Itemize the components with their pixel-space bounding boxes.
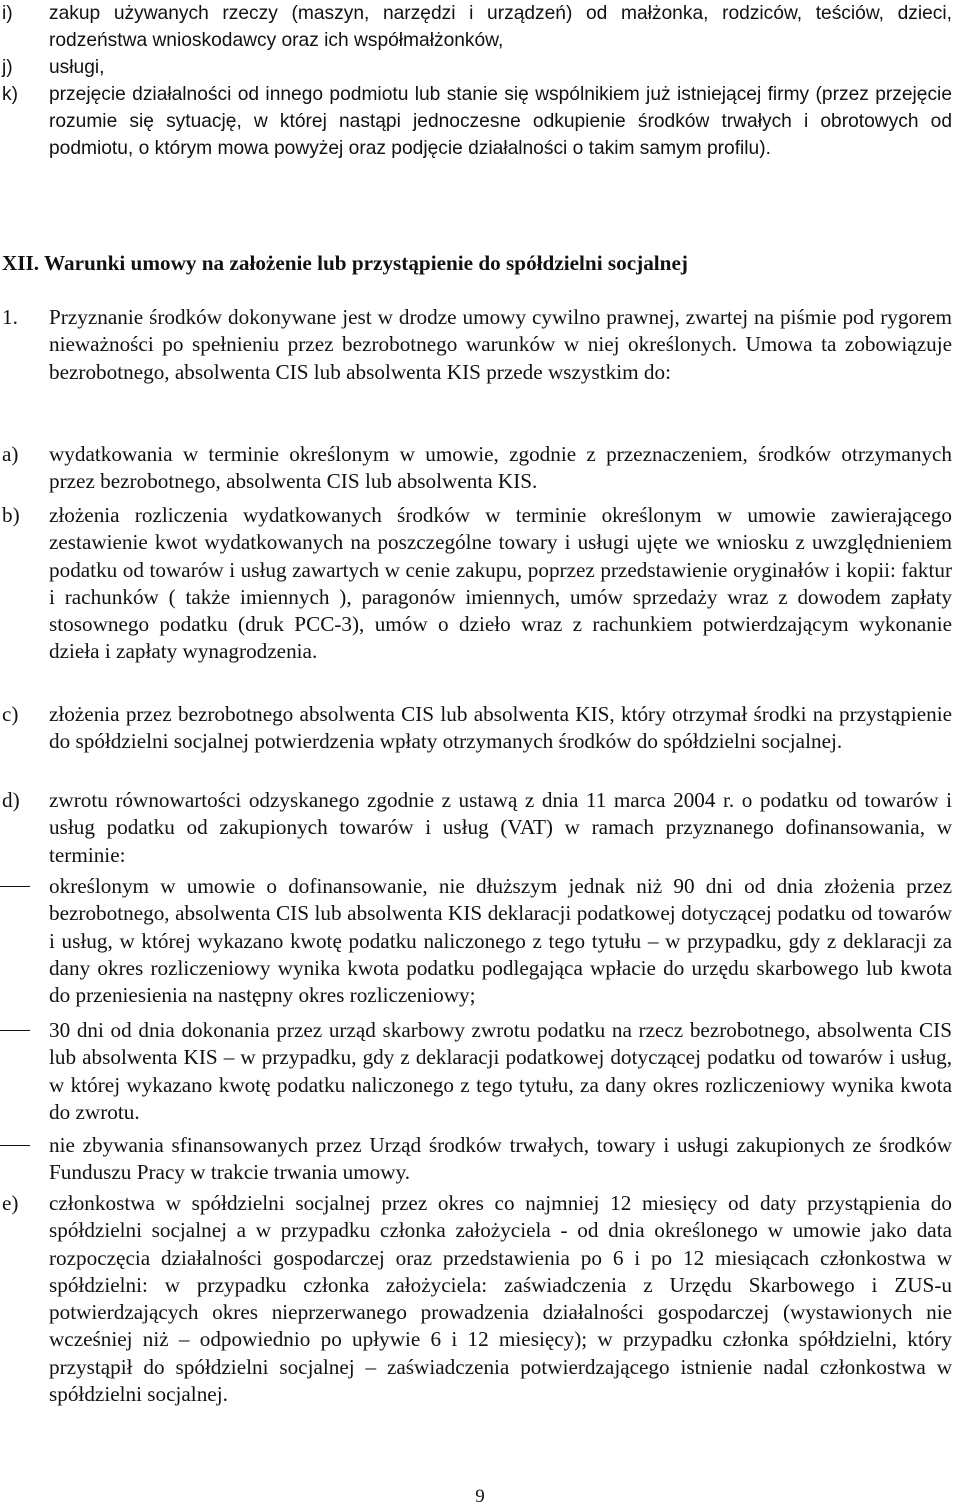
point-1	[0, 304, 952, 386]
dash-item-text: 30 dni od dnia dokonania przez urząd skarbowy zwrotu podatku na rzecz bezrobotnego, absolwenta CIS lub absolwenta KIS – w przypadku, gdy z deklaracji podatkowej dotyczącej podatku od towarów i usług, w której wykazano kwotę podatku naliczonego z tego tytułu, za dany okres rozliczeniowy wynika kwota do zwrotu.	[49, 1018, 952, 1124]
section-heading: XII. Warunki umowy na założenie lub przystąpienie do spółdzielni socjalnej	[2, 251, 688, 275]
list-marker: i)	[2, 3, 13, 24]
list-marker: j)	[2, 57, 13, 78]
list-item-text: usługi,	[49, 57, 105, 78]
list-marker: c)	[2, 702, 19, 726]
point-marker: 1.	[2, 305, 18, 329]
dash-item-3	[0, 1132, 952, 1187]
page-number: 9	[475, 1486, 485, 1507]
list-item-text: wydatkowania w terminie określonym w umowie, zgodnie z przeznaczeniem, środków otrzymanych przez bezrobotnego, absolwenta CIS lub absolwenta KIS.	[49, 442, 952, 494]
dash-bullet-icon	[0, 1145, 30, 1146]
obligation-c	[0, 701, 952, 756]
list-marker: a)	[2, 442, 19, 466]
list-marker: d)	[2, 788, 20, 812]
obligation-d	[0, 787, 952, 869]
list-item-k	[0, 81, 952, 162]
list-marker: e)	[2, 1191, 19, 1215]
obligation-b	[0, 502, 952, 666]
list-item-text: złożenia przez bezrobotnego absolwenta CIS lub absolwenta KIS, który otrzymał środki na przystąpienie do spółdzielni socjalnej potwierdzenia wpłaty otrzymanych środków do spółdzielni socjalnej.	[49, 702, 952, 754]
dash-item-text: nie zbywania sfinansowanych przez Urząd środków trwałych, towary i usługi zakupionych ze środków Funduszu Pracy w trakcie trwania umowy.	[49, 1133, 952, 1185]
list-item-text: zwrotu równowartości odzyskanego zgodnie z ustawą z dnia 11 marca 2004 r. o podatku od towarów i usług podatku od zakupionych towarów i usług (VAT) w ramach przyznanego dofinansowania, w terminie:	[49, 788, 952, 867]
dash-item-2	[0, 1017, 952, 1126]
obligation-a	[0, 441, 952, 496]
list-item-text: zakup używanych rzeczy (maszyn, narzędzi i urządzeń) od małżonka, rodziców, teściów, dzieci, rodzeństwa wnioskodawcy oraz ich współmałżonków,	[49, 3, 952, 51]
list-marker: b)	[2, 503, 20, 527]
list-item-i	[0, 0, 952, 54]
obligation-e	[0, 1190, 952, 1408]
list-item-text: przejęcie działalności od innego podmiotu lub stanie się wspólnikiem już istniejącej firmy (przez przejęcie rozumie się sytuację, w której nastąpi jednoczesne odkupienie środków trwałych i obrotowych od podmiotu, o którym mowa powyżej oraz podjęcie działalności o takim samym profilu).	[49, 84, 952, 159]
dash-bullet-icon	[0, 886, 30, 887]
dash-item-text: określonym w umowie o dofinansowanie, nie dłuższym jednak niż 90 dni od dnia złożenia przez bezrobotnego, absolwenta CIS lub absolwenta KIS deklaracji podatkowej dotyczącej podatku od towarów i usług, w której wykazano kwotę podatku naliczonego z tego tytułu – w przypadku, gdy z deklaracji za dany okres rozliczeniowy wynika kwota podatku podlegająca wpłacie do urzędu skarbowego lub kwota do przeniesienia na następny okres rozliczeniowy;	[49, 874, 952, 1008]
list-marker: k)	[2, 84, 18, 105]
dash-item-1	[0, 873, 952, 1009]
point-text: Przyznanie środków dokonywane jest w drodze umowy cywilno prawnej, zwartej na piśmie pod rygorem nieważności po spełnieniu przez bezrobotnego warunków w niej określonych. Umowa ta zobowiązuje bezrobotnego, absolwenta CIS lub absolwenta KIS przede wszystkim do:	[49, 305, 952, 384]
dash-bullet-icon	[0, 1030, 30, 1031]
list-item-text: złożenia rozliczenia wydatkowanych środków w terminie określonym w umowie zawierającego zestawienie kwot wydatkowanych na poszczególne towary i usługi ujęte we wniosku z uwzględnieniem podatku od towarów i usług zawartych w cenie zakupu, poprzez przedstawienie oryginałów i kopii: faktur i rachunków ( także imiennych ), paragonów imiennych, umów sprzedaży wraz z dowodem zapłaty stosownego podatku (druk PCC-3), umów o dzieło wraz z rachunkiem potwierdzającym wykonanie dzieła i zapłaty wynagrodzenia.	[49, 503, 952, 664]
list-item-text: członkostwa w spółdzielni socjalnej przez okres co najmniej 12 miesięcy od daty przystąpienia do spółdzielni socjalnej a w przypadku członka założyciela - od dnia określonego w umowie jako data rozpoczęcia działalności gospodarczej oraz przedstawienia po 6 i po 12 miesiącach członkostwa w spółdzielni: w przypadku członka założyciela: zaświadczenia z Urzędu Skarbowego i ZUS-u potwierdzających okres nieprzerwanego prowadzenia działalności gospodarczej (wystawionych nie wcześniej niż – odpowiednio po upływie 6 i 12 miesięcy); w przypadku członka spółdzielni, który przystąpił do spółdzielni socjalnej – zaświadczenia potwierdzającego istnienie nadal członkostwa w spółdzielni socjalnej.	[49, 1191, 952, 1407]
list-item-j	[0, 54, 952, 81]
